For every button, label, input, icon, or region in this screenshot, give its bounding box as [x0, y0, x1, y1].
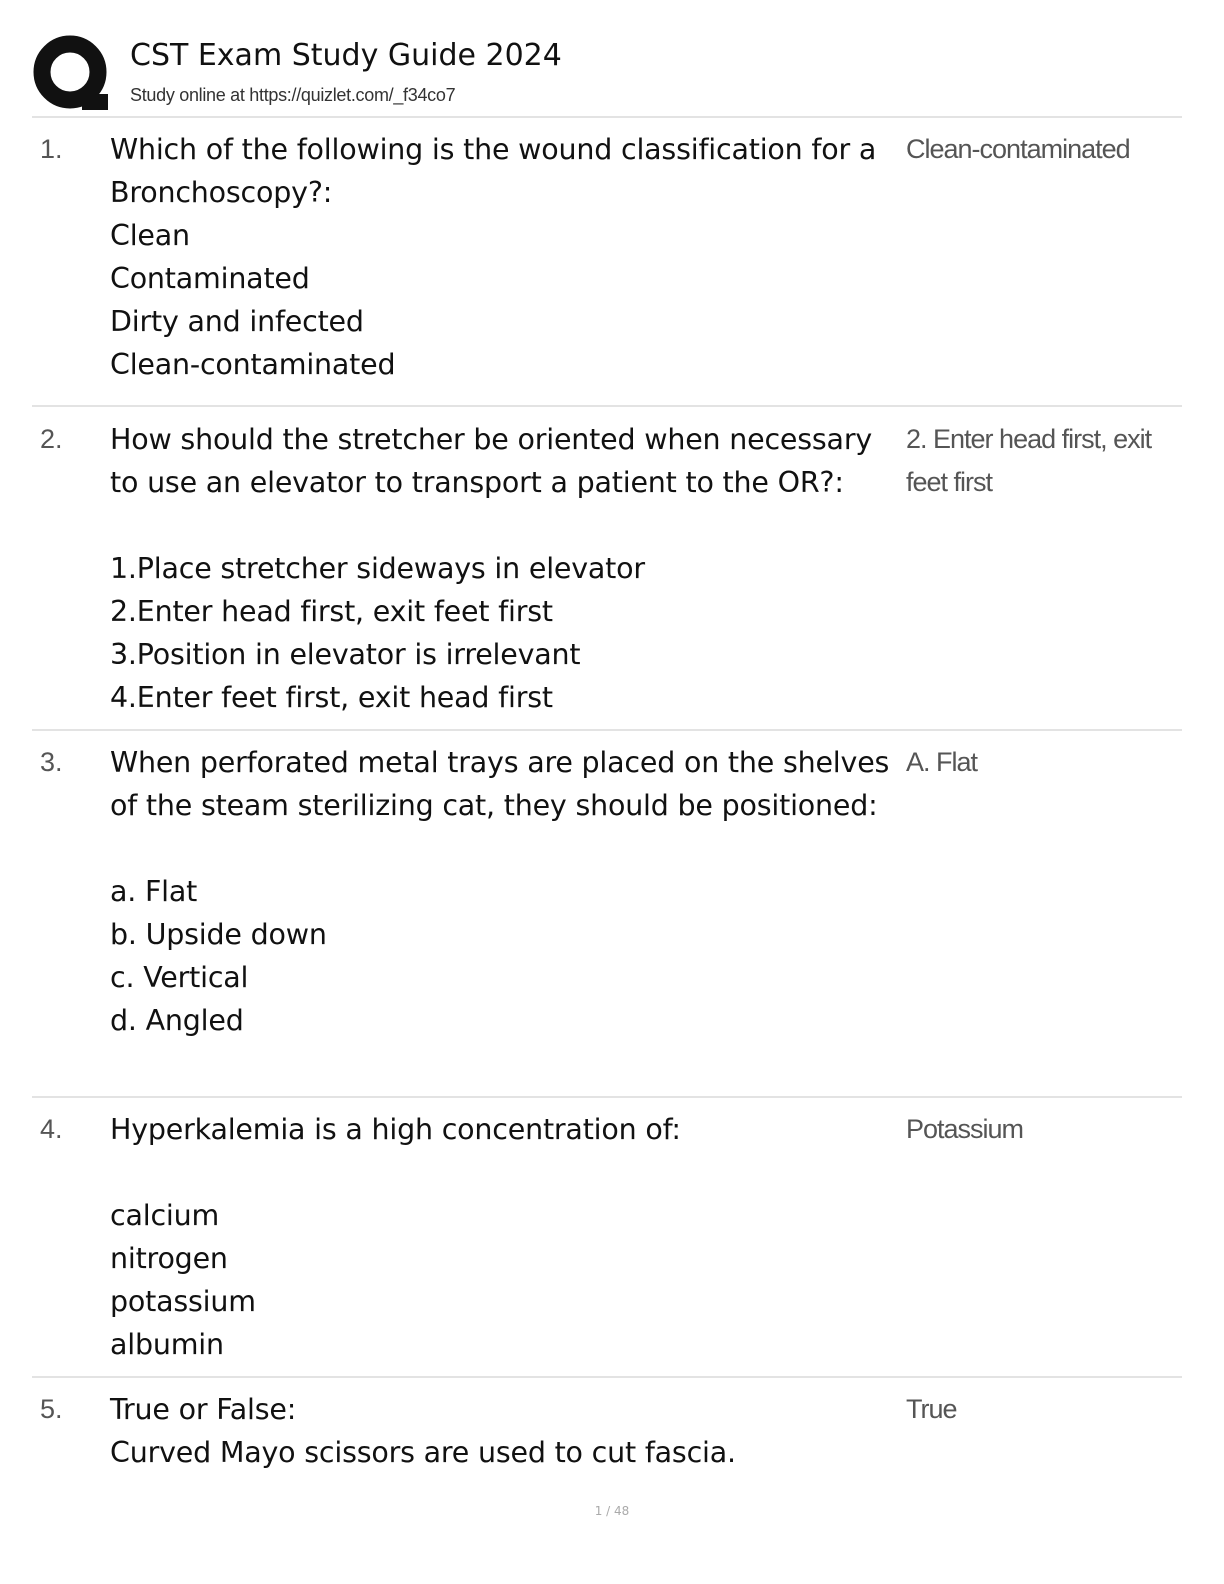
flashcard-5 — [32, 1388, 1182, 1488]
card-number: 3. — [40, 747, 63, 777]
divider — [32, 1096, 1182, 1098]
card-answer: True — [906, 1394, 957, 1424]
card-question: How should the stretcher be oriented when necessary to use an elevator to transport a patient to the OR?: 1.Place stretcher sideways in elevator 2.Enter head first, exit feet first 3.Position in elevator is irrelevant 4.Enter feet first, exit head first — [110, 423, 872, 714]
card-number: 4. — [40, 1114, 63, 1144]
page-number: 1 / 48 — [594, 1504, 630, 1518]
card-number: 5. — [40, 1394, 63, 1424]
card-question: When perforated metal trays are placed on the shelves of the steam sterilizing cat, they should be positioned: a. Flat b. Upside down c. Vertical d. Angled — [110, 746, 890, 1037]
divider — [32, 729, 1182, 731]
document-subtitle[interactable]: Study online at https://quizlet.com/_f34co7 — [130, 85, 456, 105]
document-header — [32, 30, 1182, 116]
card-question: Which of the following is the wound classification for a Bronchoscopy?: Clean Contaminated Dirty and infected Clean-contaminated — [110, 133, 877, 381]
card-answer: 2. Enter head first, exit feet first — [906, 424, 1152, 497]
card-answer: A. Flat — [906, 747, 978, 777]
flashcard-1 — [32, 128, 1182, 398]
flashcard-3 — [32, 741, 1182, 1086]
flashcard-2 — [32, 418, 1182, 718]
flashcard-4 — [32, 1108, 1182, 1368]
card-number: 2. — [40, 424, 63, 454]
document-title: CST Exam Study Guide 2024 — [130, 38, 562, 73]
divider — [32, 116, 1182, 118]
quizlet-logo-icon — [32, 34, 112, 114]
card-answer: Clean-contaminated — [906, 134, 1130, 164]
card-answer: Potassium — [906, 1114, 1024, 1144]
card-question: Hyperkalemia is a high concentration of: calcium nitrogen potassium albumin — [110, 1113, 681, 1361]
card-question: True or False: Curved Mayo scissors are used to cut fascia. — [110, 1393, 736, 1469]
divider — [32, 1376, 1182, 1378]
card-number: 1. — [40, 134, 63, 164]
divider — [32, 405, 1182, 407]
